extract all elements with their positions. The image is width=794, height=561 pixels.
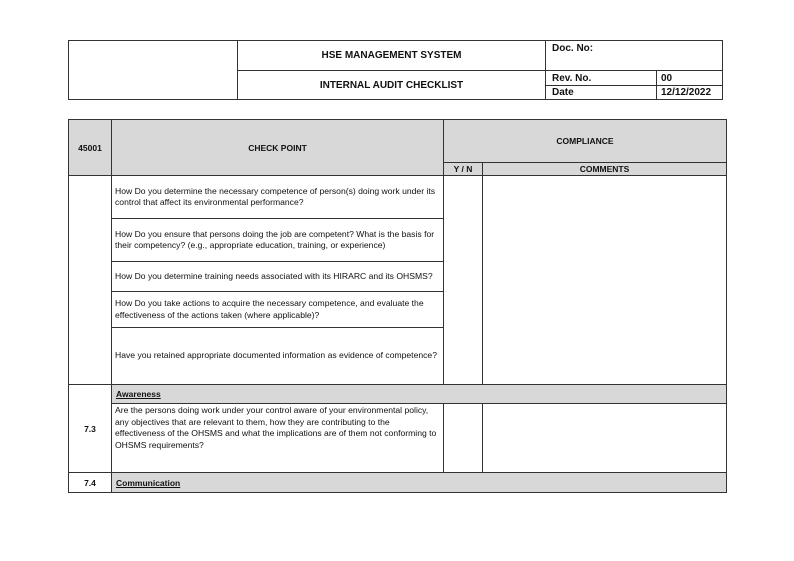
yn-header: Y / N [443, 162, 483, 176]
date-value: 12/12/2022 [656, 85, 723, 100]
communication-title: Communication [116, 478, 181, 488]
header-logo-cell [68, 40, 238, 100]
rev-no-value: 00 [656, 70, 723, 86]
communication-heading-row [111, 472, 727, 493]
awareness-clause: 7.3 [68, 384, 112, 473]
comments-cell[interactable] [482, 175, 727, 385]
doc-no-label: Doc. No: [552, 43, 594, 54]
awareness-title: Awareness [116, 389, 161, 399]
doc-no-cell [545, 40, 723, 71]
check-point-header: CHECK POINT [111, 119, 444, 176]
compliance-header: COMPLIANCE [443, 119, 727, 163]
question-3: How Do you determine training needs associated with its HIRARC and its OHSMS? [111, 261, 444, 292]
question-5: Have you retained appropriate documented information as evidence of competence? [111, 327, 444, 385]
rev-no-label: Rev. No. [545, 70, 657, 86]
comments-header: COMMENTS [482, 162, 727, 176]
system-title: HSE MANAGEMENT SYSTEM [237, 40, 546, 71]
standard-number: 45001 [68, 119, 112, 176]
checklist-title: INTERNAL AUDIT CHECKLIST [237, 70, 546, 100]
question-4: How Do you take actions to acquire the necessary competence, and evaluate the effectiveness of the actions taken (where applicable)? [111, 291, 444, 328]
awareness-yn-cell[interactable] [443, 403, 483, 473]
communication-clause: 7.4 [68, 472, 112, 493]
date-label: Date [545, 85, 657, 100]
question-1: How Do you determine the necessary competence of person(s) doing work under its control that affect its environmental performance? [111, 175, 444, 219]
awareness-comments-cell[interactable] [482, 403, 727, 473]
awareness-question: Are the persons doing work under your control aware of your environmental policy, any objectives that are relevant to them, how they are contributing to the effectiveness of the OHSMS and what the implications are of them not conforming to OHSMS requirements? [111, 403, 444, 473]
question-2: How Do you ensure that persons doing the job are competent? What is the basis for their competency? (e.g., appropriate education, training, or experience) [111, 218, 444, 262]
awareness-heading-row [111, 384, 727, 404]
clause-cell [68, 175, 112, 385]
yn-answer-cell[interactable] [443, 175, 483, 385]
